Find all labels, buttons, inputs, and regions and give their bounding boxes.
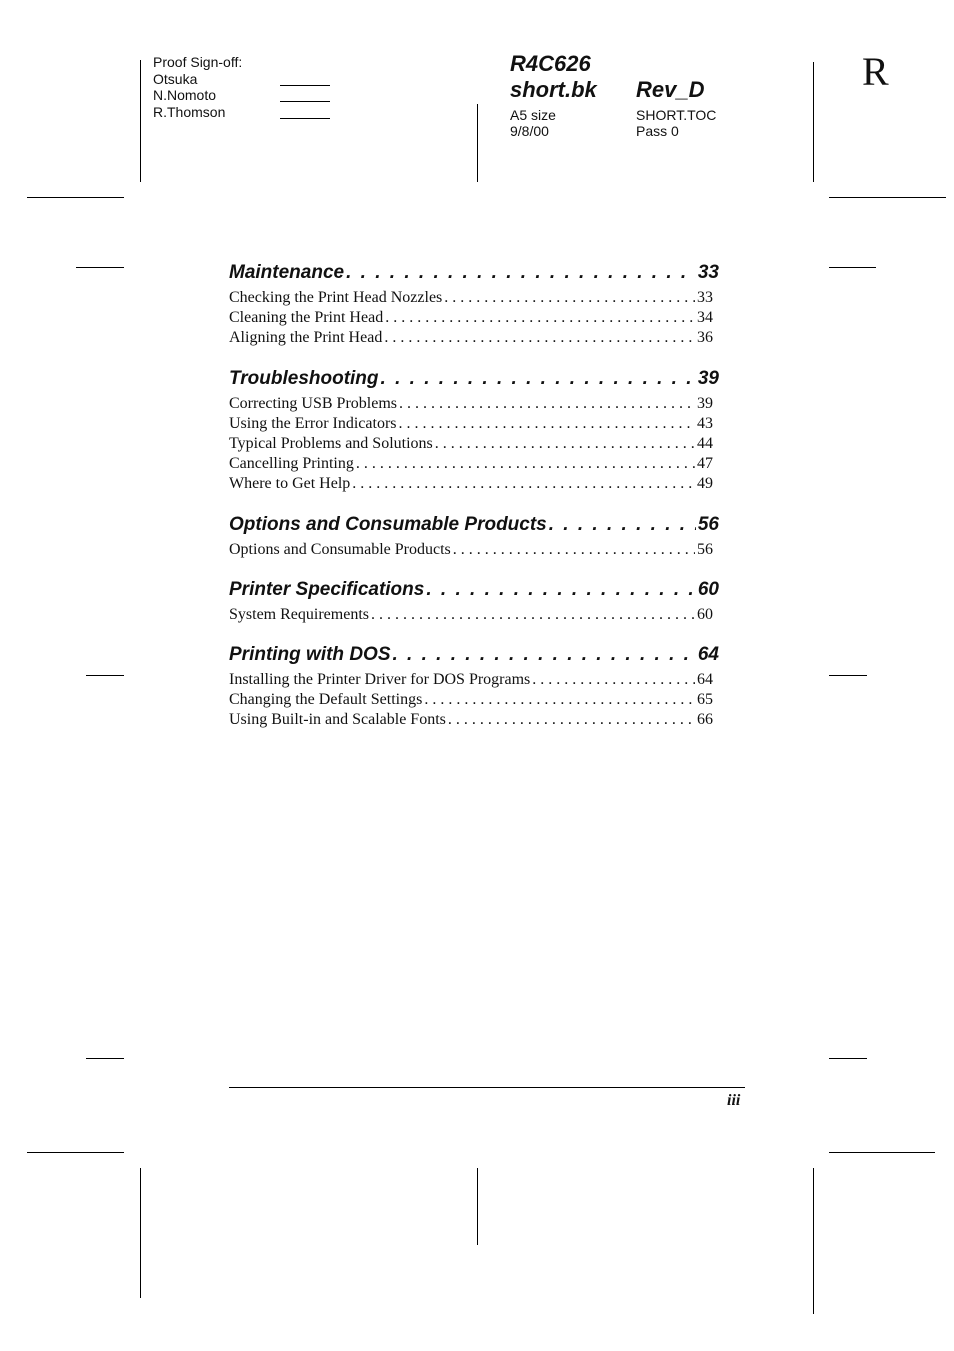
crop-mark xyxy=(813,1168,814,1314)
toc-section xyxy=(229,261,719,349)
section-title: Printing with DOS xyxy=(229,644,391,666)
signoff-row xyxy=(153,87,343,104)
crop-mark xyxy=(829,1058,867,1059)
entry-label: Changing the Default Settings xyxy=(229,691,423,709)
toc-section-heading xyxy=(229,367,719,391)
signature-line xyxy=(280,85,330,86)
dot-leader xyxy=(352,474,695,494)
doc-file: SHORT.TOC xyxy=(636,107,717,123)
doc-date: 9/8/00 xyxy=(510,123,549,139)
toc-section xyxy=(229,367,719,495)
signoff-name: N.Nomoto xyxy=(153,87,217,103)
toc-entry xyxy=(229,288,713,308)
crop-mark xyxy=(477,104,478,182)
doc-pass: Pass 0 xyxy=(636,123,679,139)
dot-leader xyxy=(435,434,695,454)
crop-mark xyxy=(140,60,141,182)
toc-section-heading xyxy=(229,513,719,537)
toc-section xyxy=(229,643,719,731)
toc-entry xyxy=(229,414,713,434)
toc-entry xyxy=(229,605,713,625)
entry-label: Where to Get Help xyxy=(229,475,351,493)
doc-book: short.bk xyxy=(510,77,597,102)
section-title: Printer Specifications xyxy=(229,578,425,600)
crop-mark xyxy=(140,1168,141,1298)
entry-page: 65 xyxy=(697,691,713,709)
dot-leader xyxy=(385,308,695,328)
toc-section-heading xyxy=(229,643,719,667)
dot-leader xyxy=(356,454,695,474)
dot-leader xyxy=(346,261,696,285)
entry-page: 43 xyxy=(697,414,713,432)
entry-page: 49 xyxy=(697,475,713,493)
signoff-row xyxy=(153,71,343,88)
section-page: 33 xyxy=(697,262,719,283)
signature-line xyxy=(280,118,330,119)
toc-section-heading xyxy=(229,261,719,285)
toc-entry xyxy=(229,690,713,710)
crop-mark xyxy=(829,1152,935,1153)
signoff-name: Otsuka xyxy=(153,70,198,87)
crop-mark xyxy=(829,267,876,268)
section-title: Troubleshooting xyxy=(229,367,379,389)
corner-letter: R xyxy=(862,49,889,94)
entry-label: Typical Problems and Solutions xyxy=(229,435,433,453)
dot-leader xyxy=(371,605,695,625)
toc-entry xyxy=(229,454,713,474)
section-title: Maintenance xyxy=(229,262,345,283)
dot-leader xyxy=(424,690,695,710)
dot-leader xyxy=(399,414,695,434)
entry-page: 56 xyxy=(697,540,713,558)
crop-mark xyxy=(477,1168,478,1245)
doc-code: R4C626 xyxy=(510,51,591,76)
toc-entry xyxy=(229,710,713,730)
dot-leader xyxy=(549,513,696,537)
entry-page: 66 xyxy=(697,711,713,729)
entry-label: System Requirements xyxy=(229,605,369,623)
doc-size: A5 size xyxy=(510,107,556,123)
toc-entry xyxy=(229,308,713,328)
entry-page: 47 xyxy=(697,455,713,473)
entry-page: 64 xyxy=(697,671,713,689)
entry-page: 39 xyxy=(697,394,713,412)
dot-leader xyxy=(384,328,695,348)
footer-rule xyxy=(229,1087,745,1088)
entry-label: Correcting USB Problems xyxy=(229,394,397,412)
entry-page: 33 xyxy=(697,289,713,306)
entry-label: Installing the Printer Driver for DOS Programs xyxy=(229,671,531,689)
toc-entry xyxy=(229,474,713,494)
crop-mark xyxy=(829,197,946,198)
dot-leader xyxy=(381,367,696,391)
entry-label: Checking the Print Head Nozzles xyxy=(229,289,443,306)
dot-leader xyxy=(444,288,695,308)
section-title: Options and Consumable Products xyxy=(229,513,547,535)
page-number: iii xyxy=(727,1092,741,1109)
crop-mark xyxy=(86,1058,124,1059)
entry-label: Cancelling Printing xyxy=(229,455,354,473)
dot-leader xyxy=(453,540,695,560)
entry-page: 44 xyxy=(697,435,713,453)
entry-label: Using the Error Indicators xyxy=(229,414,397,432)
crop-mark xyxy=(86,675,124,676)
section-page: 64 xyxy=(697,644,719,666)
toc-section xyxy=(229,513,719,560)
crop-mark xyxy=(813,62,814,182)
signature-line xyxy=(280,101,330,102)
toc-entry xyxy=(229,540,713,560)
toc-section xyxy=(229,578,719,625)
crop-mark xyxy=(829,675,867,676)
crop-mark xyxy=(27,197,124,198)
dot-leader xyxy=(426,578,696,602)
entry-label: Aligning the Print Head xyxy=(229,329,383,347)
entry-label: Options and Consumable Products xyxy=(229,540,451,558)
toc-entry xyxy=(229,328,713,348)
table-of-contents xyxy=(229,261,719,749)
section-page: 56 xyxy=(697,513,719,535)
crop-mark xyxy=(27,1152,124,1153)
section-page: 60 xyxy=(697,578,719,600)
dot-leader xyxy=(448,710,695,730)
toc-section-heading xyxy=(229,578,719,602)
toc-entry xyxy=(229,394,713,414)
entry-page: 60 xyxy=(697,605,713,623)
toc-entry xyxy=(229,670,713,690)
signoff-title: Proof Sign-off: xyxy=(153,54,243,70)
signoff-name: R.Thomson xyxy=(153,103,226,120)
toc-entry xyxy=(229,434,713,454)
entry-label: Using Built-in and Scalable Fonts xyxy=(229,711,446,729)
section-page: 39 xyxy=(697,367,719,389)
dot-leader xyxy=(399,394,695,414)
crop-mark xyxy=(76,267,124,268)
proof-signoff xyxy=(153,54,343,120)
doc-revision: Rev_D xyxy=(636,77,705,102)
entry-page: 34 xyxy=(697,309,713,327)
signoff-row xyxy=(153,104,343,121)
dot-leader xyxy=(532,670,695,690)
entry-label: Cleaning the Print Head xyxy=(229,309,384,327)
dot-leader xyxy=(393,643,696,667)
entry-page: 36 xyxy=(697,329,713,347)
